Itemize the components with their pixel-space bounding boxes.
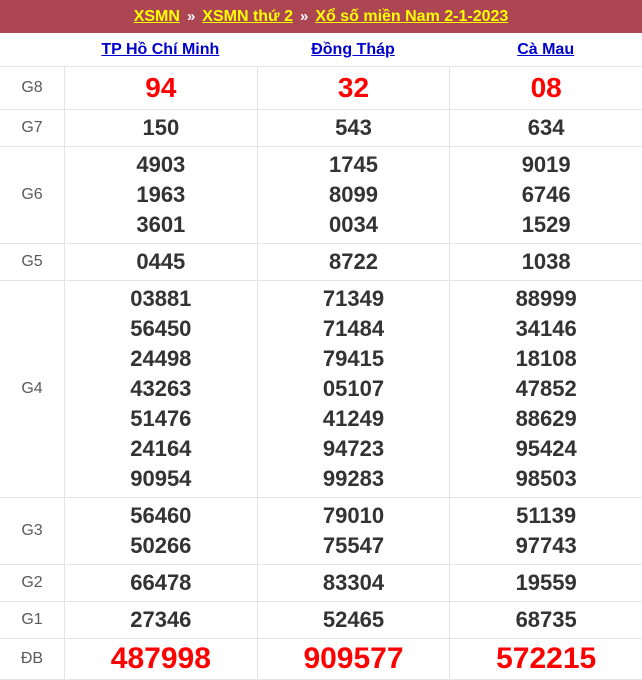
prize-cell: [257, 110, 450, 146]
prize-cell: [64, 147, 257, 243]
prize-row-g2: [0, 564, 642, 601]
prize-value: 79415: [322, 346, 385, 371]
prize-cell: [449, 244, 642, 280]
prize-label: ĐB: [20, 650, 44, 667]
prize-label: G6: [21, 186, 43, 203]
prize-value: 543: [335, 115, 372, 140]
prize-value: 487998: [110, 642, 211, 675]
prize-cell: [64, 110, 257, 146]
prize-value: 56450: [130, 316, 192, 341]
prize-cell: [449, 498, 642, 564]
prize-value: 909577: [303, 642, 404, 675]
column-headers: [0, 33, 642, 66]
breadcrumb-separator: »: [186, 8, 196, 25]
prize-cell: [64, 281, 257, 497]
prize-cell: [257, 639, 450, 679]
prize-row-g4: [0, 280, 642, 497]
prize-cell: [257, 244, 450, 280]
prize-row-g6: [0, 146, 642, 243]
prize-cell: [257, 281, 450, 497]
prize-value: 1038: [521, 249, 571, 274]
prize-value: 27346: [130, 607, 192, 632]
prize-row-g3: [0, 497, 642, 564]
prize-value: 05107: [322, 376, 385, 401]
prize-value: 24498: [130, 346, 192, 371]
prize-value: 634: [527, 115, 565, 140]
prize-cell: [64, 244, 257, 280]
prize-cell: [64, 639, 257, 679]
prize-value: 4903: [136, 152, 186, 177]
prize-value: 0034: [329, 212, 378, 237]
prize-value: 68735: [515, 607, 577, 632]
column-header-ca-mau[interactable]: Cà Mau: [517, 40, 575, 58]
prize-value: 88629: [515, 406, 577, 431]
prize-label: G8: [21, 79, 43, 96]
prize-cell: [257, 67, 450, 109]
prize-cell: [257, 565, 450, 601]
prize-value: 1529: [521, 212, 571, 237]
prize-value: 03881: [130, 286, 192, 311]
prize-cell: [64, 602, 257, 638]
prize-cell: [449, 281, 642, 497]
prize-label: G3: [21, 522, 43, 539]
prize-value: 0445: [136, 249, 186, 274]
prize-value: 24164: [130, 436, 192, 461]
prize-cell: [257, 147, 450, 243]
prize-value: 95424: [515, 436, 577, 461]
prize-value: 52465: [322, 607, 385, 632]
prize-row-g7: [0, 109, 642, 146]
prize-value: 90954: [130, 466, 192, 491]
prize-value: 41249: [322, 406, 385, 431]
column-header-dong-thap[interactable]: Đồng Tháp: [311, 40, 395, 58]
prize-value: 56460: [130, 503, 192, 528]
prize-cell: [449, 602, 642, 638]
prize-value: 51139: [516, 503, 577, 528]
prize-value: 08: [530, 72, 562, 103]
prize-cell: [449, 67, 642, 109]
prize-value: 51476: [130, 406, 192, 431]
prize-value: 6746: [521, 182, 571, 207]
prize-value: 50266: [130, 533, 192, 558]
results-table: [0, 66, 642, 680]
prize-value: 71484: [322, 316, 385, 341]
prize-value: 88999: [515, 286, 577, 311]
prize-value: 32: [337, 72, 370, 103]
prize-value: 1963: [136, 182, 186, 207]
prize-cell: [449, 565, 642, 601]
prize-label: G7: [21, 119, 43, 136]
prize-cell: [257, 498, 450, 564]
prize-value: 18108: [515, 346, 577, 371]
breadcrumb-link-xsmn-thu-2[interactable]: XSMN thứ 2: [202, 7, 293, 25]
prize-value: 79010: [322, 503, 385, 528]
prize-value: 97743: [515, 533, 577, 558]
breadcrumb-link-xo-so-mien-nam[interactable]: Xổ số miền Nam 2-1-2023: [315, 7, 509, 25]
column-header-tp-ho-chi-minh[interactable]: TP Hồ Chí Minh: [101, 40, 220, 58]
prize-value: 94: [145, 72, 177, 103]
prize-row-g8: [0, 66, 642, 109]
breadcrumb: [0, 0, 642, 33]
breadcrumb-link-xsmn[interactable]: XSMN: [133, 7, 180, 25]
prize-value: 9019: [521, 152, 571, 177]
prize-value: 150: [142, 115, 180, 140]
prize-label: G5: [21, 253, 43, 270]
prize-value: 1745: [329, 152, 378, 177]
prize-label: G1: [21, 611, 43, 628]
prize-label: G4: [21, 380, 43, 397]
prize-cell: [64, 498, 257, 564]
prize-value: 43263: [130, 376, 192, 401]
prize-value: 8099: [329, 182, 378, 207]
prize-cell: [449, 147, 642, 243]
prize-value: 83304: [322, 570, 385, 595]
prize-value: 66478: [130, 570, 192, 595]
prize-row-g1: [0, 601, 642, 638]
prize-value: 19559: [515, 570, 577, 595]
prize-value: 99283: [322, 466, 385, 491]
prize-value: 47852: [515, 376, 577, 401]
prize-cell: [449, 639, 642, 679]
prize-row-g5: [0, 243, 642, 280]
prize-label: G2: [21, 574, 43, 591]
prize-value: 98503: [515, 466, 577, 491]
prize-cell: [257, 602, 450, 638]
prize-cell: [449, 110, 642, 146]
prize-value: 94723: [322, 436, 385, 461]
prize-value: 572215: [496, 642, 597, 675]
prize-value: 34146: [515, 316, 577, 341]
prize-cell: [64, 565, 257, 601]
prize-cell: [64, 67, 257, 109]
prize-value: 8722: [329, 249, 378, 274]
prize-value: 3601: [136, 212, 186, 237]
prize-value: 71349: [322, 286, 385, 311]
prize-value: 75547: [322, 533, 385, 558]
breadcrumb-separator: »: [299, 8, 309, 25]
prize-row-đb: [0, 638, 642, 679]
